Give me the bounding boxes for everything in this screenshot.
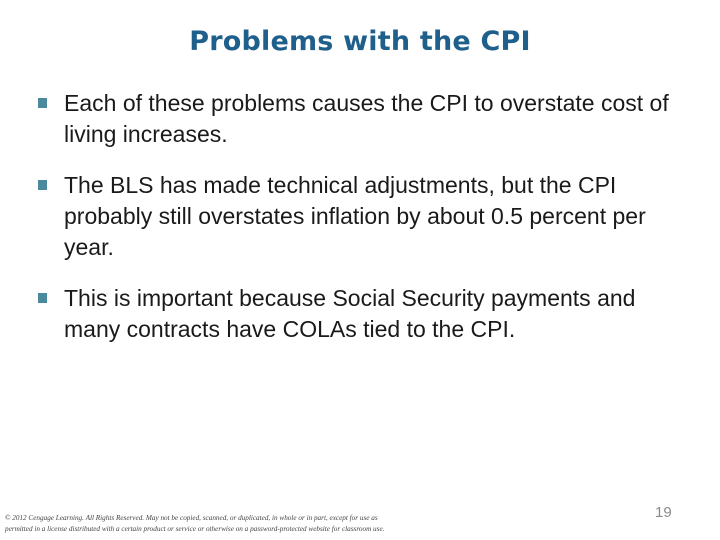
bullet-text: Each of these problems causes the CPI to overstate cost of living increases. [64,90,669,147]
bullet-item [36,170,686,263]
bullet-text: This is important because Social Security payments and many contracts have COLAs tied to the CPI. [64,285,636,342]
square-bullet-icon [38,293,47,303]
copyright-line-2: permitted in a license distributed with a certain product or service or otherwise on a password-protected website for classroom use. [5,525,385,533]
slide-title: Problems with the CPI [189,26,531,57]
bullet-list [36,88,686,345]
bullet-text: The BLS has made technical adjustments, but the CPI probably still overstates inflation by about 0.5 percent per year. [64,172,646,260]
page-number: 19 [655,504,672,521]
bullet-item [36,283,686,345]
bullet-item [36,88,686,150]
copyright-footer [5,513,445,535]
square-bullet-icon [38,180,47,190]
square-bullet-icon [38,98,47,108]
copyright-line-1: © 2012 Cengage Learning. All Rights Reserved. May not be copied, scanned, or duplicated, in whole or in part, except for use as [5,514,378,522]
